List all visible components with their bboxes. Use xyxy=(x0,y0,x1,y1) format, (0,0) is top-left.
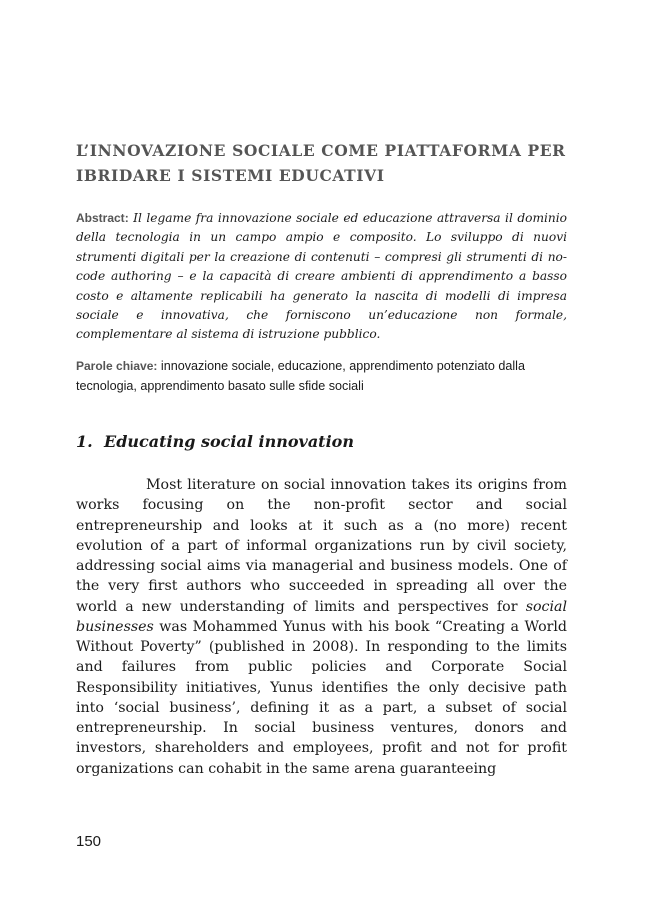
body-paragraph xyxy=(76,475,567,779)
body-text-part-2: was Mohammed Yunus with his book “Creating a World Without Poverty” (published in 2008). In responding to the limits and failures from public policies and Corporate Social Responsibility initiatives, Yunus identifies the only decisive path into ‘social business’, defining it as a part, a subset of social entrepreneurship. In social business ventures, donors and investors, shareholders and employees, profit and not for profit organizations can cohabit in the same arena guaranteeing xyxy=(76,618,568,777)
chapter-title-line-2: IBRIDARE I SISTEMI EDUCATIVI xyxy=(76,166,385,185)
keywords-label: Parole chiave xyxy=(76,359,154,373)
body-text-part-1: Most literature on social innovation takes its origins from works focusing on the non-profit sector and social entrepreneurship and looks at it such as a (no more) recent evolution of a part of informal organizations run by civil society, addressing social aims via managerial and business models. One of the very first authors who succeeded in spreading all over the world a new understanding of limits and perspectives for xyxy=(76,477,567,615)
section-number: 1. xyxy=(76,432,93,451)
section-title: Educating social innovation xyxy=(104,432,354,451)
section-heading xyxy=(76,430,567,454)
body-emphasis: social businesses xyxy=(76,598,567,635)
abstract-label: Abstract xyxy=(76,211,125,225)
abstract-text: Il legame fra innovazione sociale ed educazione attraversa il dominio della tecnologia in un campo ampio e composito. Lo sviluppo di nuovi strumenti digitali per la creazione di contenuti – compresi gli strumenti di no-code authoring – e la capacità di creare ambienti di apprendimento a basso costo e altamente replicabili ha generato la nascita di modelli di impresa sociale e innovativa, che forniscono un’educazione non formale, complementare al sistema di istruzione pubblico. xyxy=(76,211,567,342)
chapter-title-line-1: L’INNOVAZIONE SOCIALE COME PIATTAFORMA PER xyxy=(76,141,566,160)
abstract-paragraph: Abstract: Il legame fra innovazione sociale ed educazione attraversa il dominio della tecnologia in un campo ampio e composito. Lo sviluppo di nuovi strumenti digitali per la creazione di contenuti – compresi gli strumenti di no-code authoring – e la capacità di creare ambienti di apprendimento a basso costo e altamente replicabili ha generato la nascita di modelli di impresa sociale e innovativa, che forniscono un’educazione non formale, complementare al sistema di istruzione pubblico. xyxy=(76,211,567,342)
page-number: 150 xyxy=(76,833,102,850)
keywords-text: innovazione sociale, educazione, apprendimento potenziato dalla tecnologia, apprendimento basato sulle sfide sociali xyxy=(76,359,525,393)
keywords-paragraph: Parole chiave: innovazione sociale, educazione, apprendimento potenziato dalla tecnologia, apprendimento basato sulle sfide sociali xyxy=(76,359,525,393)
chapter-title xyxy=(76,138,572,188)
